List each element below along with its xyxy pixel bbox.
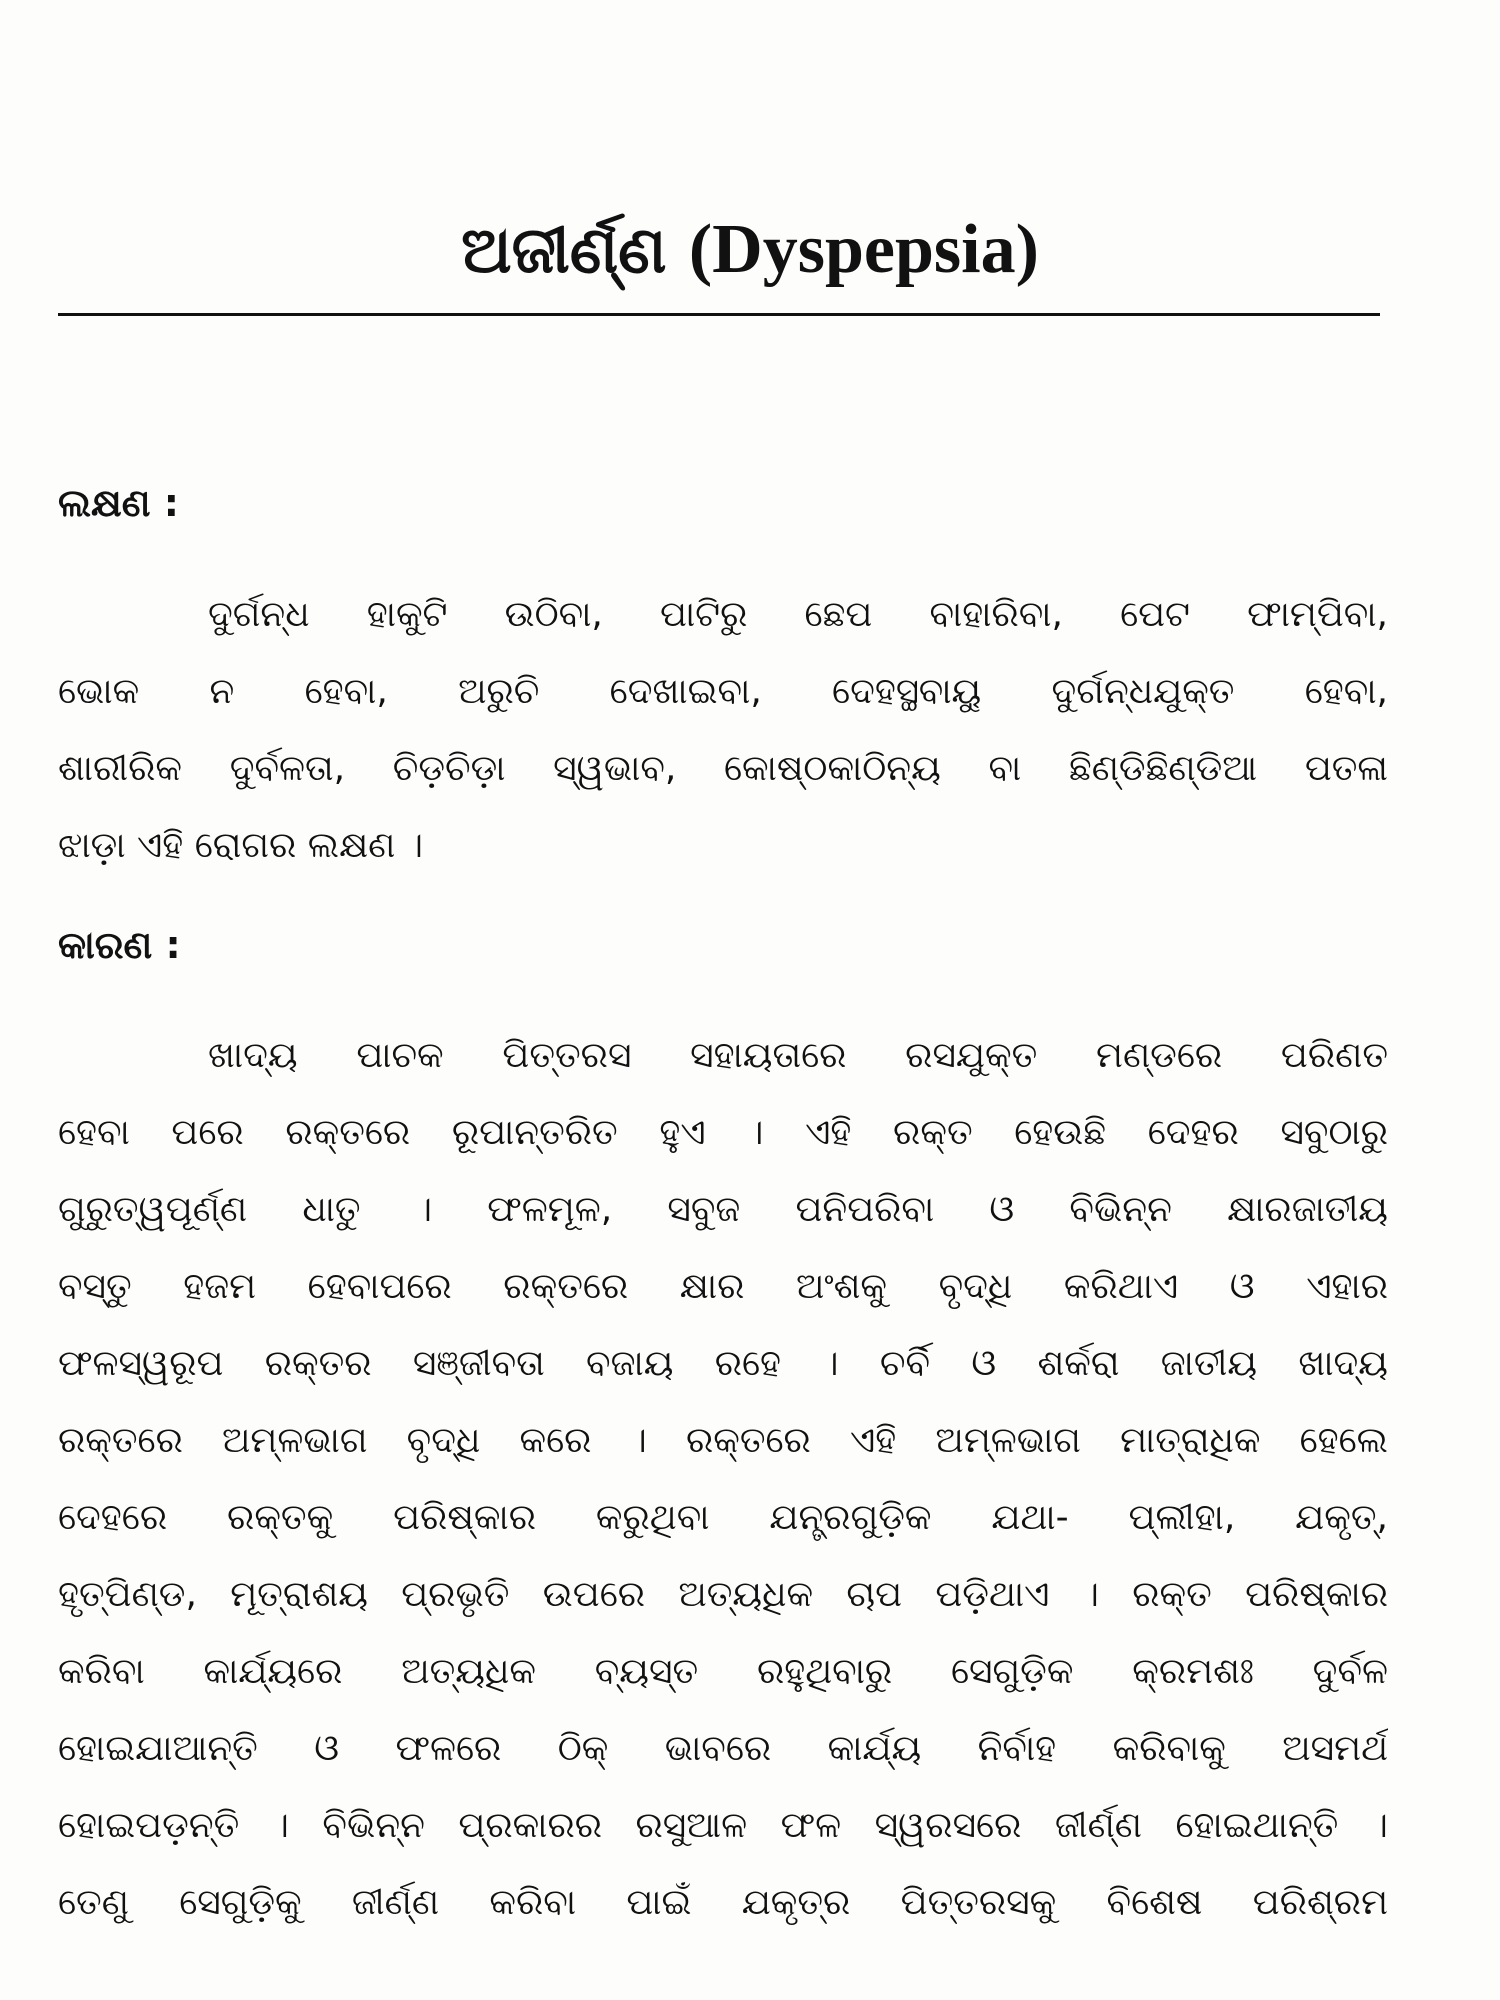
- section-heading-symptoms: ଲକ୍ଷଣ :: [58, 481, 179, 525]
- paragraph-line: ହୋଇଯାଆନ୍ତି ଓ ଫଳରେ ଠିକ୍ ଭାବରେ କାର୍ଯ୍ୟ ନିର୍ବାହ କରିବାକୁ ଅସମର୍ଥ: [58, 1728, 1388, 1769]
- paragraph-causes: [58, 1017, 1388, 1941]
- paragraph-line: ଶାରୀରିକ ଦୁର୍ବଳତା, ଚିଡ଼ଚିଡ଼ା ସ୍ୱଭାବ, କୋଷ୍ଠକାଠିନ୍ୟ ବା ଛିଣ୍ଡିଛିଣ୍ଡିଆ ପତଳା: [58, 748, 1388, 789]
- paragraph-line: ରକ୍ତରେ ଅମ୍ଳଭାଗ ବୃଦ୍ଧି କରେ । ରକ୍ତରେ ଏହି ଅମ୍ଳଭାଗ ମାତ୍ରାଧିକ ହେଲେ: [58, 1420, 1388, 1461]
- title-odia: ଅଜୀର୍ଣ୍ଣ: [461, 213, 667, 288]
- page-title: [0, 210, 1500, 291]
- paragraph-line: ହୃତ୍ପିଣ୍ଡ, ମୂତ୍ରାଶୟ ପ୍ରଭୃତି ଉପରେ ଅତ୍ୟଧିକ ଚାପ ପଡ଼ିଥାଏ । ରକ୍ତ ପରିଷ୍କାର: [58, 1574, 1388, 1615]
- paragraph-line: ବସ୍ତୁ ହଜମ ହେବାପରେ ରକ୍ତରେ କ୍ଷାର ଅଂଶକୁ ବୃଦ୍ଧି କରିଥାଏ ଓ ଏହାର: [58, 1266, 1388, 1307]
- paragraph-line: ହେବା ପରେ ରକ୍ତରେ ରୂପାନ୍ତରିତ ହୁଏ । ଏହି ରକ୍ତ ହେଉଛି ଦେହର ସବୁଠାରୁ: [58, 1112, 1388, 1153]
- paragraph-line: ଫଳସ୍ୱରୂପ ରକ୍ତର ସଞ୍ଜୀବତା ବଜାୟ ରହେ । ଚର୍ବି ଓ ଶର୍କରା ଜାତୀୟ ଖାଦ୍ୟ: [58, 1343, 1388, 1384]
- paragraph-line: ଦୁର୍ଗନ୍ଧ ହାକୁଟି ଉଠିବା, ପାଟିରୁ ଛେପ ବାହାରିବା, ପେଟ ଫାମ୍ପିବା,: [208, 594, 1388, 635]
- paragraph-symptoms: [58, 576, 1388, 884]
- title-underline: [58, 313, 1380, 316]
- paragraph-line: କରିବା କାର୍ଯ୍ୟରେ ଅତ୍ୟଧିକ ବ୍ୟସ୍ତ ରହୁଥିବାରୁ ସେଗୁଡ଼ିକ କ୍ରମଶଃ ଦୁର୍ବଳ: [58, 1651, 1388, 1692]
- section-heading-causes: କାରଣ :: [58, 923, 181, 967]
- paragraph-line: ଦେହରେ ରକ୍ତକୁ ପରିଷ୍କାର କରୁଥିବା ଯନ୍ତ୍ରଗୁଡ଼ିକ ଯଥା- ପ୍ଲୀହା, ଯକୃତ୍,: [58, 1497, 1388, 1538]
- paragraph-line: ଖାଦ୍ୟ ପାଚକ ପିତ୍ତରସ ସହାୟତାରେ ରସଯୁକ୍ତ ମଣ୍ଡରେ ପରିଣତ: [208, 1035, 1388, 1076]
- paragraph-line: ଝାଡ଼ା ଏହି ରୋଗର ଲକ୍ଷଣ ।: [58, 825, 424, 866]
- paragraph-line: ତେଣୁ ସେଗୁଡ଼ିକୁ ଜୀର୍ଣ୍ଣ କରିବା ପାଇଁ ଯକୃତ୍‌ର ପିତ୍ତରସକୁ ବିଶେଷ ପରିଶ୍ରମ: [58, 1882, 1388, 1923]
- paragraph-line: ଭୋକ ନ ହେବା, ଅରୁଚି ଦେଖାଇବା, ଦେହସ୍ଥବାୟୁ ଦୁର୍ଗନ୍ଧଯୁକ୍ତ ହେବା,: [58, 671, 1388, 712]
- paragraph-line: ହୋଇପଡ଼ନ୍ତି । ବିଭିନ୍ନ ପ୍ରକାରର ରସୁଆଳ ଫଳ ସ୍ୱରସରେ ଜୀର୍ଣ୍ଣ ହୋଇଥାନ୍ତି ।: [58, 1805, 1388, 1846]
- paragraph-line: ଗୁରୁତ୍ୱପୂର୍ଣ୍ଣ ଧାତୁ । ଫଳମୂଳ, ସବୁଜ ପନିପରିବା ଓ ବିଭିନ୍ନ କ୍ଷାରଜାତୀୟ: [58, 1189, 1388, 1230]
- title-latin: (Dyspepsia): [688, 211, 1039, 288]
